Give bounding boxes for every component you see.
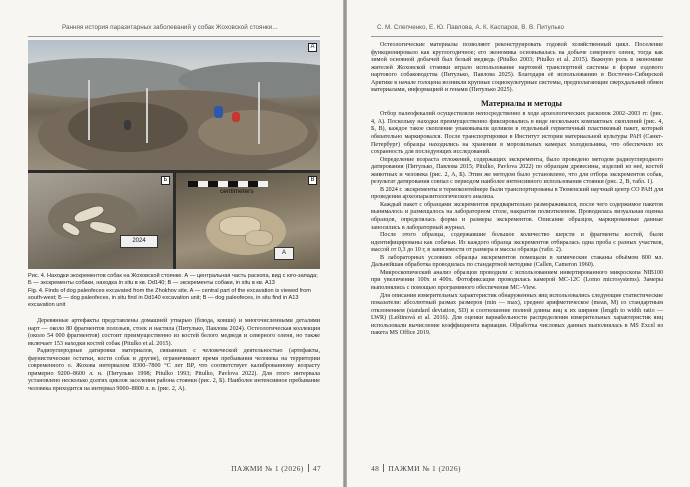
paragraph: Отбор палеофекалий осуществляли непосредственно в ходе археологических раскопок 2002–2003 гг. (рис. 4, А). Поскольку находки преимущественно фиксировались в виде нескольких компактных скоплений (рис. 4, Б, В), каждое такое скопление упаковывали целиком в отдельный герметичный пластиковый пакет, который обязательно маркировался. После транспортировки в Институт истории материальной культуры РАН (Санкт-Петербург) образцы находились на хранении в морозильных камерах холодильника, что обеспечило их сохранность для последующих исследований. (371, 111, 663, 156)
paragraph: Микроскопический анализ образцов проводили с использованием инвертированного микроскопа NIB100 при увеличении 100х и 400х. Фотофиксация проводилась камерой MC-12C (Lomo microsystems). Замеры выполнялись с помощью программного обеспечения MC–View. (371, 269, 663, 291)
right-page (347, 0, 690, 487)
panel-label-c: В (308, 176, 317, 185)
paragraph: Каждый пакет с образцами экскрементов предварительно размораживался, после чего содержимое пакетов вынималось и размещалось на лабораторном столе, накрытом полиэтиленом. Проводилась визуальная оценка образцов, определялась форма и размеры экскрементов. Описание образцов, маркированные данные заносились в лабораторный журнал. (371, 201, 663, 231)
journal-name: ПАЖМИ № 1 (2026) (388, 464, 461, 473)
paragraph: После этого образцы, содержавшие большое количество шерсти и фрагменты костей, были идентифицированы как собачьи. Из каждого образца экскрементов отбиралась одна проба с разных участков, массой от 0,3 до 10 г, в зависимости от размера и массы образца (табл. 2). (371, 232, 663, 254)
find-tag-a: A (274, 247, 294, 260)
paragraph: Для описания измерительных характеристик обнаруженных яиц использовались следующие статистические показатели: абсолютный размах размеров (min — max), среднее арифметическое (mean, M) со стандартным отклонением (standard deviation, SD) и соотношение полной длины яиц к их ширине (length to width ratio — LWR) (Leštinová et al. 2016). Для оценки вариабельности распределения измерительных характеристик яиц использовали вычисление коэффициента вариации. Обработка числовых данных выполнялась в MS Excel из пакета MS Office 2019. (371, 292, 663, 337)
find-tag-2024: 2024 (120, 235, 158, 248)
photo-paleofeces-a13 (176, 173, 320, 269)
paragraph: В лабораторных условиях образцы экскрементов помещали в химические стаканы объёмом 800 мл. Дальнейшая обработка проводилась по стандартной методике (Callen, Cameron 1960). (371, 254, 663, 269)
panel-label-b: Б (161, 176, 170, 185)
right-text-column (371, 42, 663, 338)
photo-paleofeces-dd140 (28, 173, 173, 269)
section-heading: Материалы и методы (480, 98, 563, 108)
figure-caption (28, 273, 320, 309)
header-rule (28, 36, 320, 37)
paragraph: В 2024 г. экскременты в термоконтейнере были транспортированы в Тюменский научный центр СО РАН для проведения археопаразитологического анализа. (371, 186, 663, 201)
scale-label: centimeters (220, 188, 254, 195)
page-number: 48 (371, 464, 380, 473)
caption-en: Fig. 4. Finds of dog paleofeces excavated from the Zhokhov site. A — central part of the excavation is viewed from south-west; Б — dog paleofeces, in situ find in Dd140 excavation unit; B — dog paleofeces, in situ find in A13 excavation unit (28, 287, 311, 308)
page-number: 47 (312, 464, 321, 473)
paragraph: Радиоуглеродные датировки материалов, связанных с человеческой деятельностью (артефакты, фаунистические остатки, кости собак и другие), ограничивают время пребывания человека на территории современного о. Жохова интервалом 8300–7800 °С лет BP, что соответствует калиброванному возрасту примерно 9200–8600 л. н. (Питулько 1998; Pitulko 1993; Pitulko, Pavlova 2022). Для этого интервала установлено несколько долгих циклов заселения района стоянки (рис. 2, Б). Наиболее интенсивное пребывание человека приходится на интервал 9000–8800 л. н. (рис. 2, А). (28, 348, 320, 392)
page-footer (371, 464, 461, 473)
caption-ru: Рис. 4. Находки экскрементов собак на Жоховской стоянке. А — центральная часть раскопа, вид с юго-запада; Б — экскременты собаки, находка in situ в кв. Dd140; В — экскременты собаки, in situ в кв. A13 (28, 273, 318, 286)
running-head: С. М. Слепченко, Е. Ю. Павлова, А. К. Каспаров, В. В. Питулько (377, 24, 564, 31)
scale-bar (188, 181, 268, 187)
journal-name: ПАЖМИ № 1 (2026) (231, 464, 304, 473)
paragraph: Остеологические материалы позволяют реконструировать годовой хозяйственный цикл. Поселение функционировало как круглогодичное; его экономика основывалась на добыче северного оленя, тогда как зимой основной добычей был белый медведь (Pitulko 2003; Pitulko et al. 2015). Важную роль в экономике жителей Жоховской стоянки играло использование нартовой транспортной системы в форме ездового нартового собаководства (Питулько, Павлова 2025). Благодаря её использованию в Восточно-Сибирской Арктике в начале голоцена возникли крупные социокультурные системы, предполагающие сверхдальний обмен материалами, информацией и генами (Питулько 2025). (371, 42, 663, 94)
left-text-column (28, 318, 320, 393)
paragraph: Определение возраста отложений, содержащих экскременты, было проведено методом радиоуглеродного датирования (Питулько, Павлова 2015; Pitulko, Pavlova 2022) по образцам древесины, изделий из неё, костей животных и человека (рис. 2, А, Б). Этим же методом было установлено, что для отбора экскрементов собак, результат датирования совпал с периодом наиболее интенсивного использования стоянки (рис. 2, В, табл. 1). (371, 156, 663, 186)
page-footer (231, 464, 321, 473)
paragraph: Деревянные артефакты представлены домашней утварью (блюда, ковши) и многочисленными деталями нарт — около 80 фрагментов полозьев, стоек и настила (Питулько, Павлова 2024). Остеологическая коллекция (около 54 000 фрагментов) состоит преимущественно из костей белого медведя и северного оленя, но также включает 153 находки костей собак (Pitulko et al. 2015). (28, 318, 320, 347)
photo-excavation (28, 40, 320, 170)
figure-4 (28, 40, 320, 269)
panel-label-a: А (308, 43, 317, 52)
running-head: Ранняя история паразитарных заболеваний у собак Жоховской стоянки... (62, 24, 278, 31)
left-page (0, 0, 343, 487)
header-rule (371, 36, 663, 37)
